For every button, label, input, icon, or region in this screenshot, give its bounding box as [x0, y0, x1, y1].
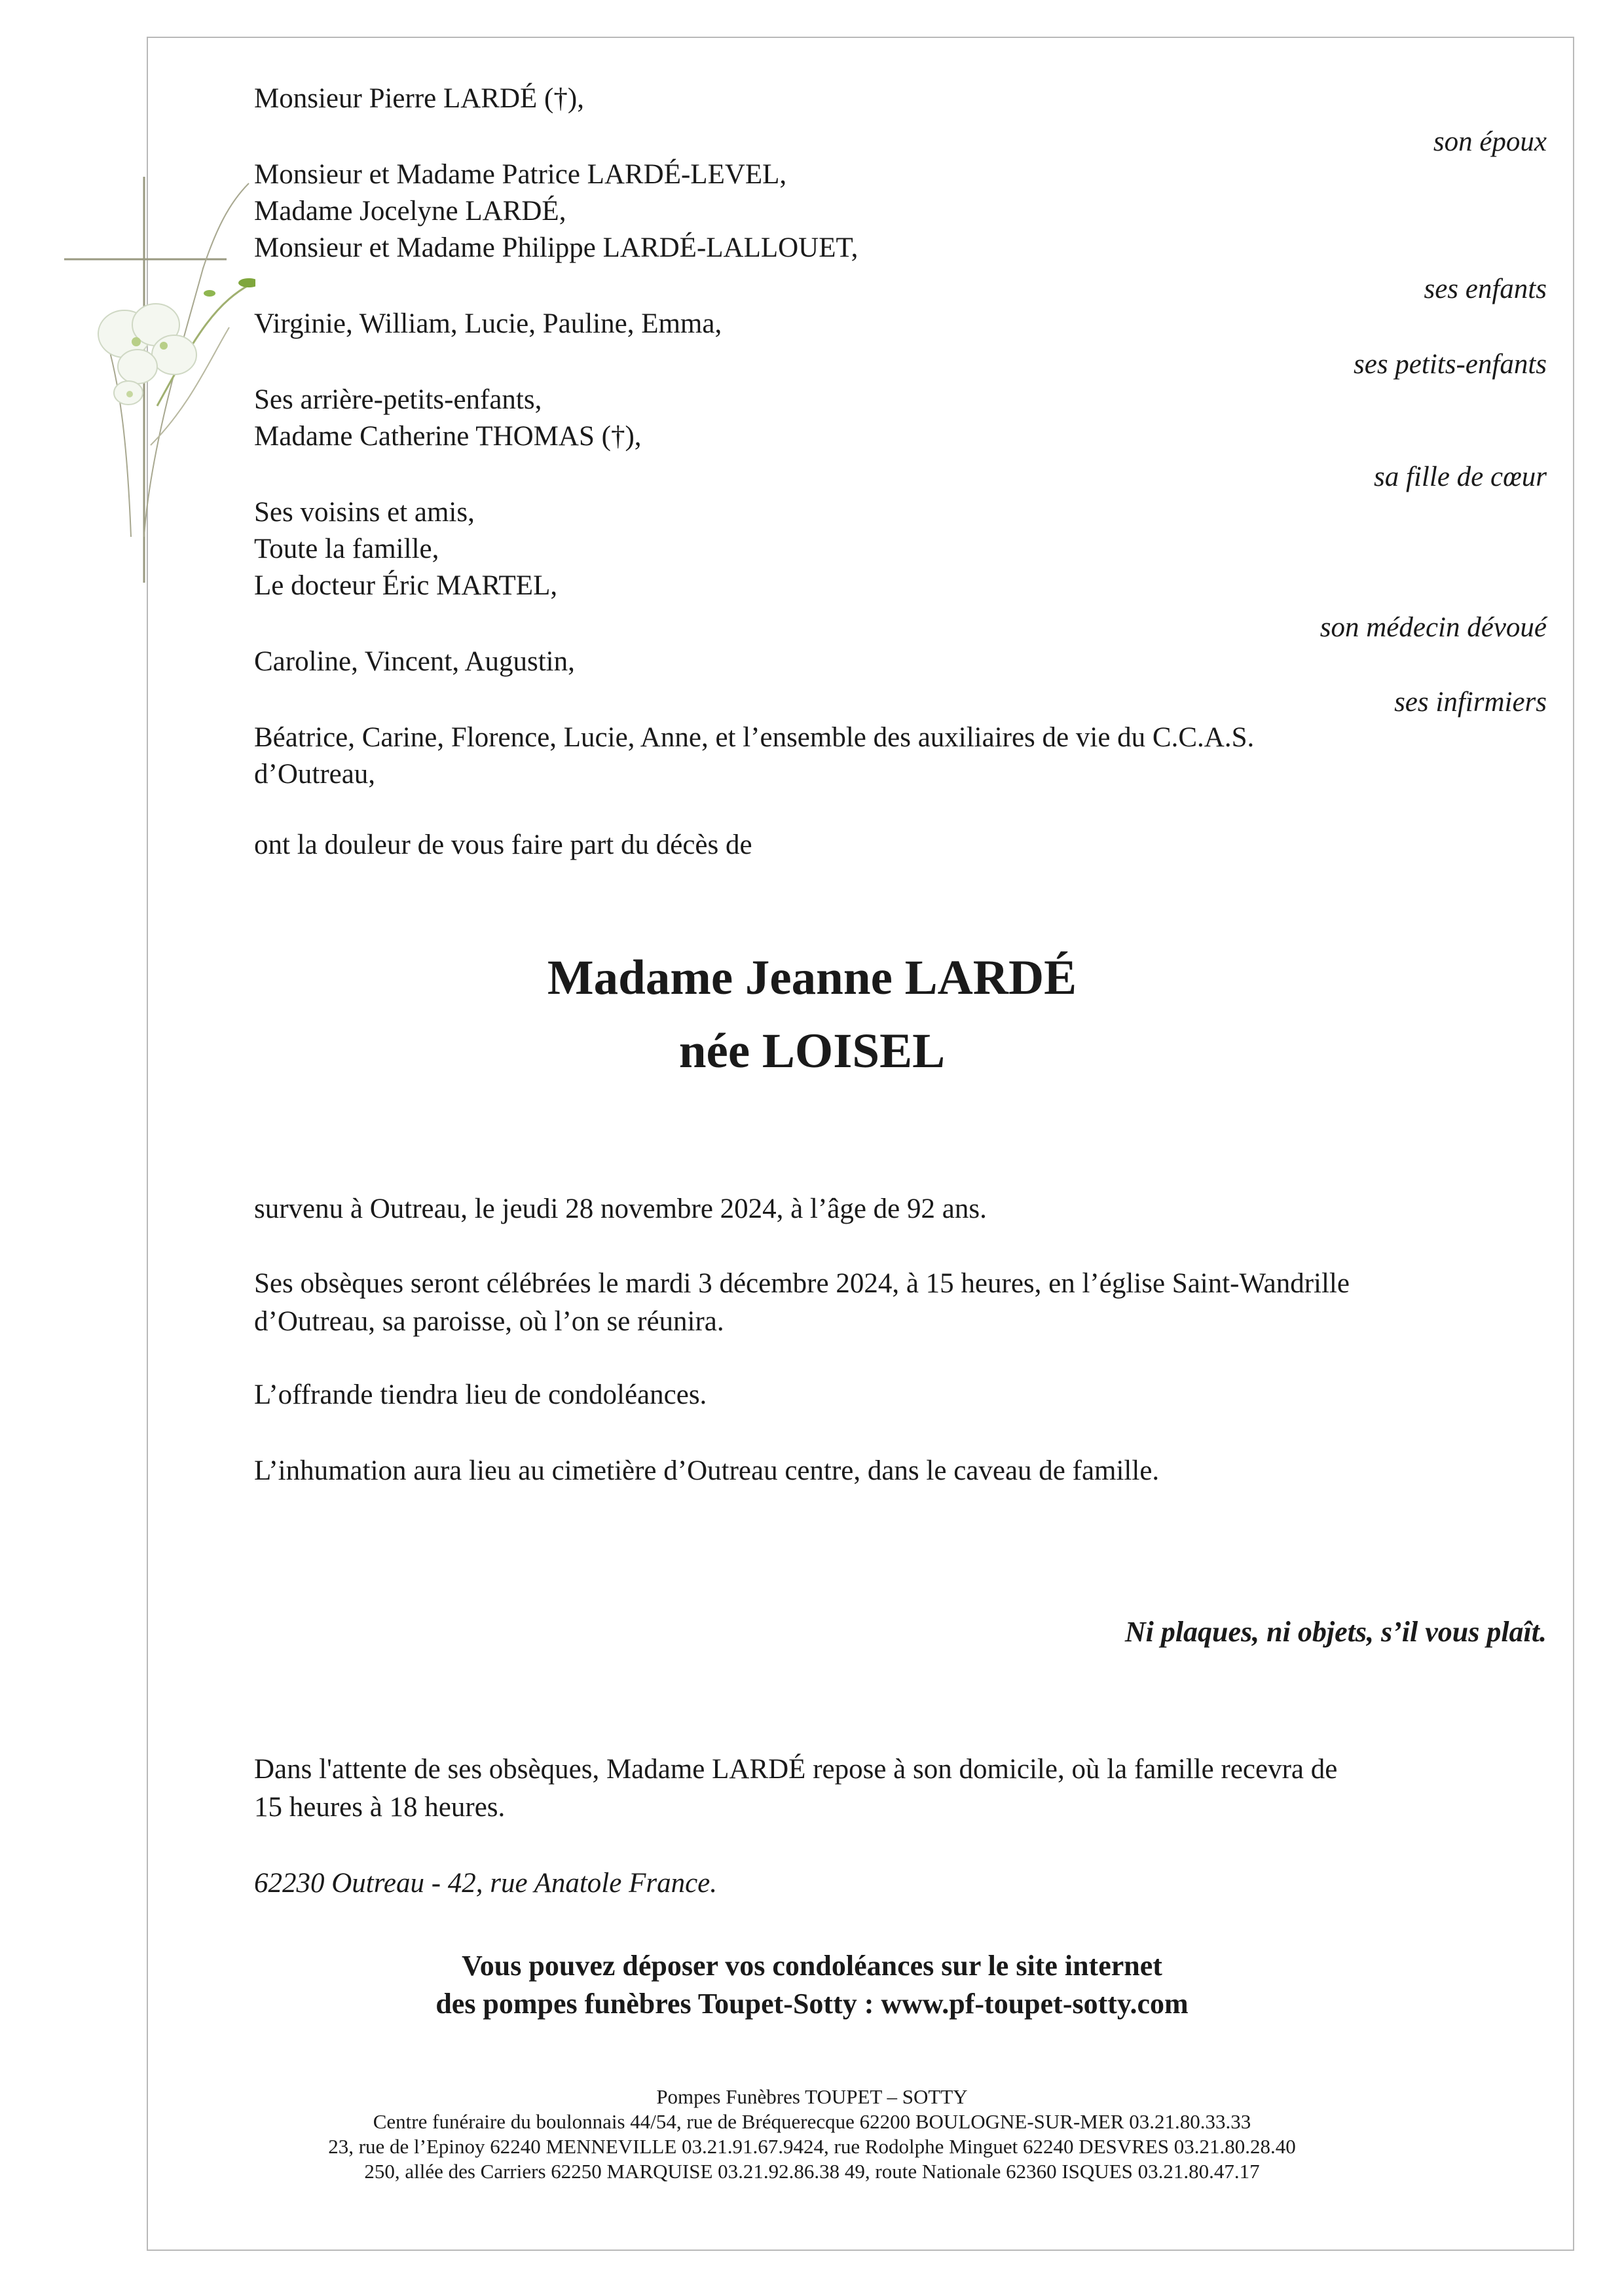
- footer-address-3: 250, allée des Carriers 62250 MARQUISE 03.21.92.86.38 49, route Nationale 62360 ISQUES 03.21.80.47.17: [364, 2160, 1260, 2183]
- doctor-name: Le docteur Éric MARTEL,: [254, 570, 558, 601]
- grandchildren-role: ses petits-enfants: [1354, 349, 1547, 380]
- whole-family: Toute la famille,: [254, 534, 439, 564]
- neighbours-friends: Ses voisins et amis,: [254, 497, 475, 528]
- spouse-role: son époux: [1433, 126, 1547, 157]
- deceased-maiden-name: née LOISEL: [678, 1024, 946, 1078]
- child-2: Madame Jocelyne LARDÉ,: [254, 196, 566, 227]
- heart-daughter-role: sa fille de cœur: [1374, 462, 1547, 492]
- children-role: ses enfants: [1424, 274, 1547, 304]
- grandchildren-names: Virginie, William, Lucie, Pauline, Emma,: [254, 308, 722, 339]
- funeral-line-2: d’Outreau, sa paroisse, où l’on se réunira.: [254, 1306, 724, 1337]
- care-aides-line-2: d’Outreau,: [254, 759, 376, 790]
- burial-note: L’inhumation aura lieu au cimetière d’Outreau centre, dans le caveau de famille.: [254, 1455, 1160, 1486]
- no-flowers-note: Ni plaques, ni objets, s’il vous plaît.: [1124, 1616, 1547, 1648]
- death-details: survenu à Outreau, le jeudi 28 novembre 2024, à l’âge de 92 ans.: [254, 1194, 987, 1224]
- child-1: Monsieur et Madame Patrice LARDÉ-LEVEL,: [254, 159, 787, 190]
- rest-line-2: 15 heures à 18 heures.: [254, 1792, 506, 1823]
- spouse-name: Monsieur Pierre LARDÉ (†),: [254, 83, 584, 114]
- great-grandchildren: Ses arrière-petits-enfants,: [254, 384, 542, 415]
- footer-company: Pompes Funèbres TOUPET – SOTTY: [656, 2085, 968, 2108]
- announcement: ont la douleur de vous faire part du décès de: [254, 829, 752, 860]
- condolences-line-2: des pompes funèbres Toupet-Sotty : www.pf-toupet-sotty.com: [435, 1988, 1189, 2020]
- footer-address-2: 23, rue de l’Epinoy 62240 MENNEVILLE 03.21.91.67.9424, rue Rodolphe Minguet 62240 DESVRES 03.21.80.28.40: [328, 2135, 1296, 2158]
- deceased-name: Madame Jeanne LARDÉ: [547, 951, 1077, 1005]
- doctor-role: son médecin dévoué: [1320, 612, 1547, 643]
- care-aides-line-1: Béatrice, Carine, Florence, Lucie, Anne, et l’ensemble des auxiliaires de vie du C.C.A.S.: [254, 722, 1255, 753]
- cross-with-orchids-icon: [59, 170, 255, 589]
- condolences-line-1: Vous pouvez déposer vos condoléances sur le site internet: [462, 1950, 1162, 1982]
- home-address: 62230 Outreau - 42, rue Anatole France.: [254, 1868, 718, 1899]
- offering-note: L’offrande tiendra lieu de condoléances.: [254, 1379, 707, 1410]
- footer-address-1: Centre funéraire du boulonnais 44/54, rue de Bréquerecque 62200 BOULOGNE-SUR-MER 03.21.80.33.33: [373, 2110, 1251, 2133]
- rest-line-1: Dans l'attente de ses obsèques, Madame LARDÉ repose à son domicile, où la famille recevra de: [254, 1754, 1338, 1785]
- nurses-role: ses infirmiers: [1394, 687, 1547, 718]
- heart-daughter-name: Madame Catherine THOMAS (†),: [254, 421, 642, 452]
- child-3: Monsieur et Madame Philippe LARDÉ-LALLOUET,: [254, 232, 858, 263]
- nurses-names: Caroline, Vincent, Augustin,: [254, 646, 575, 677]
- funeral-line-1: Ses obsèques seront célébrées le mardi 3 décembre 2024, à 15 heures, en l’église Saint-Wandrille: [254, 1268, 1350, 1299]
